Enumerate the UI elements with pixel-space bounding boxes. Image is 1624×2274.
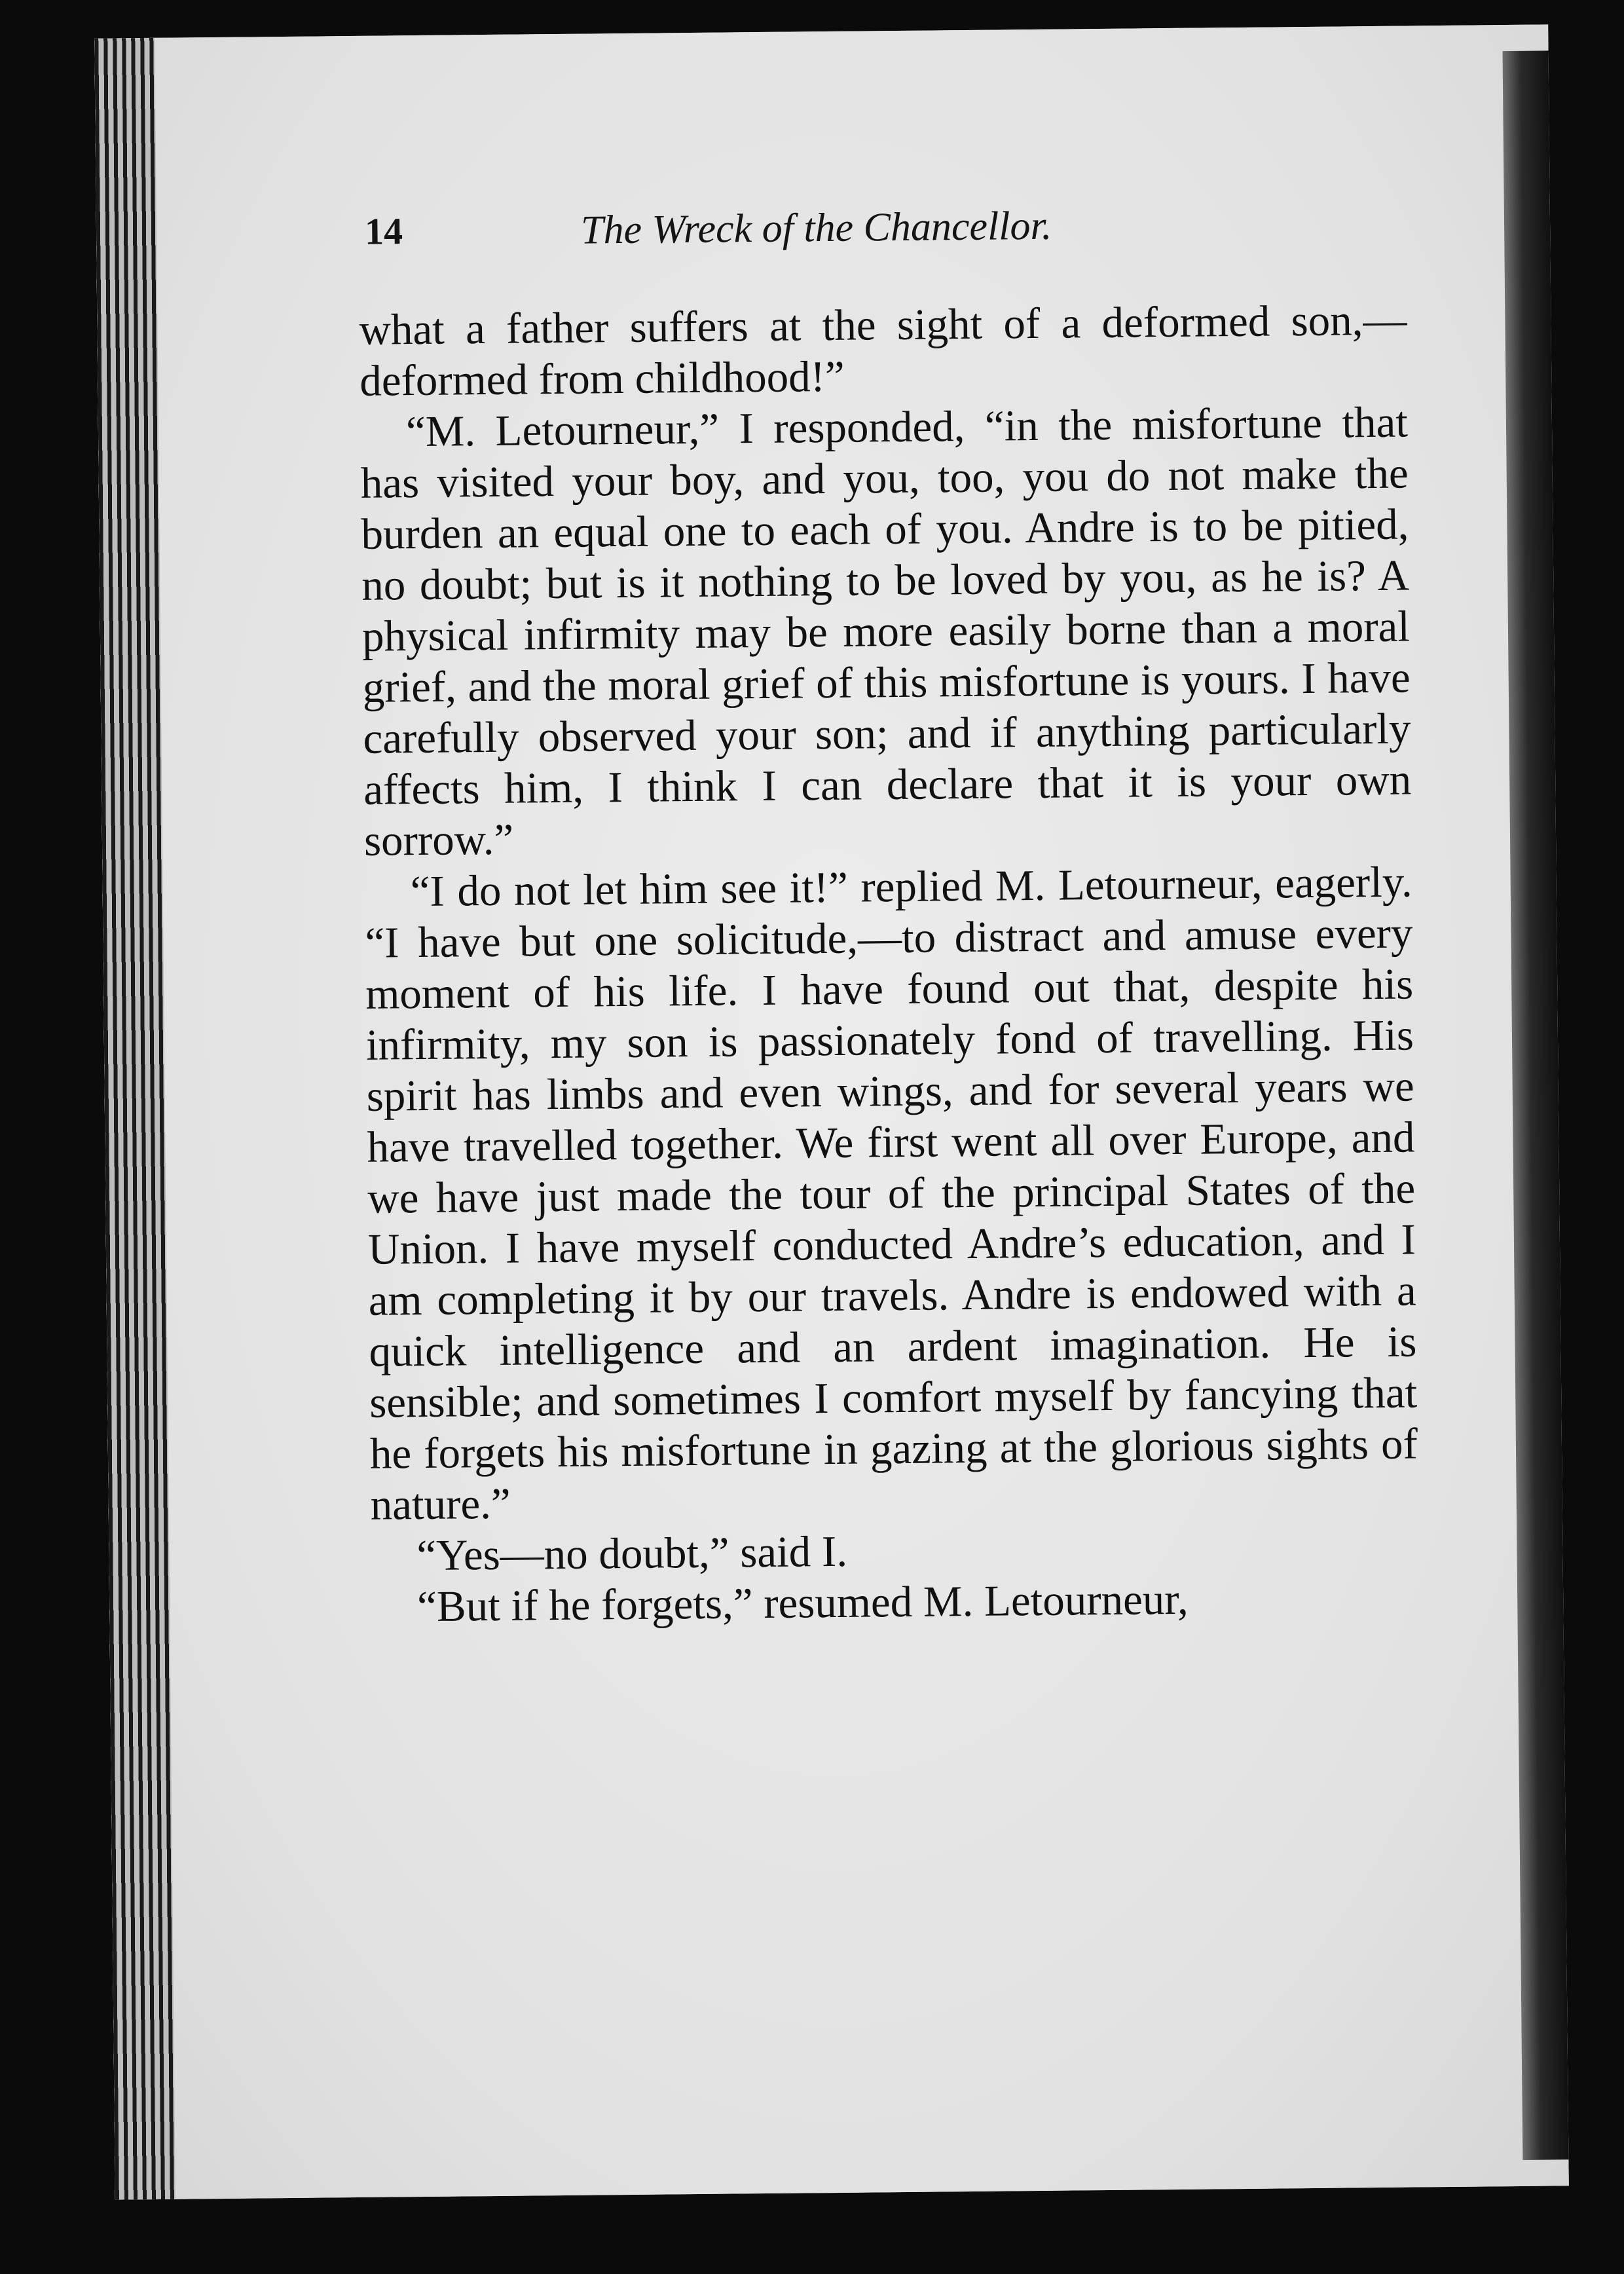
body-text <box>359 295 1419 1633</box>
book-page <box>94 24 1569 2199</box>
paragraph-4: “Yes—no doubt,” said I. <box>416 1527 848 1580</box>
binding-shadow <box>1502 50 1568 2160</box>
running-title: The Wreck of the Chancellor. <box>580 203 1052 253</box>
page-number: 14 <box>364 210 403 253</box>
paragraph-3: “I do not let him see it!” replied M. Letourneur, eagerly. “I have but one solicitude,—to distract and amuse every moment of his life. I have found out that, despite his infirmity, my son is passionately fond of travelling. His spirit has limbs and even wings, and for several years we have travelled together. We first went all over Europe, and we have just made the tour of the principal States of the Union. I have myself conducted Andre’s education, and I am completing it by our travels. Andre is endowed with a quick intelligence and an ardent imagination. He is sensible; and sometimes I comfort myself by fancying that he forgets his misfortune in gazing at the glorious sights of nature.” <box>365 857 1418 1529</box>
running-head <box>365 199 1413 261</box>
paragraph-5: “But if he forgets,” resumed M. Letourneur, <box>416 1575 1189 1631</box>
page-edges <box>94 38 175 2200</box>
paragraph-1: what a father suffers at the sight of a deformed son,—deformed from childhood!” <box>359 295 1407 405</box>
paragraph-2: “M. Letourneur,” I responded, “in the misfortune that has visited your boy, and you, too, you do not make the burden an equal one to each of you. Andre is to be pitied, no doubt; but is it nothing to be loved by you, as he is? A physical infirmity may be more easily borne than a moral grief, and the moral grief of this misfortune is yours. I have carefully observed your son; and if anything particularly affects him, I think I can declare that it is your own sorrow.” <box>360 398 1412 865</box>
